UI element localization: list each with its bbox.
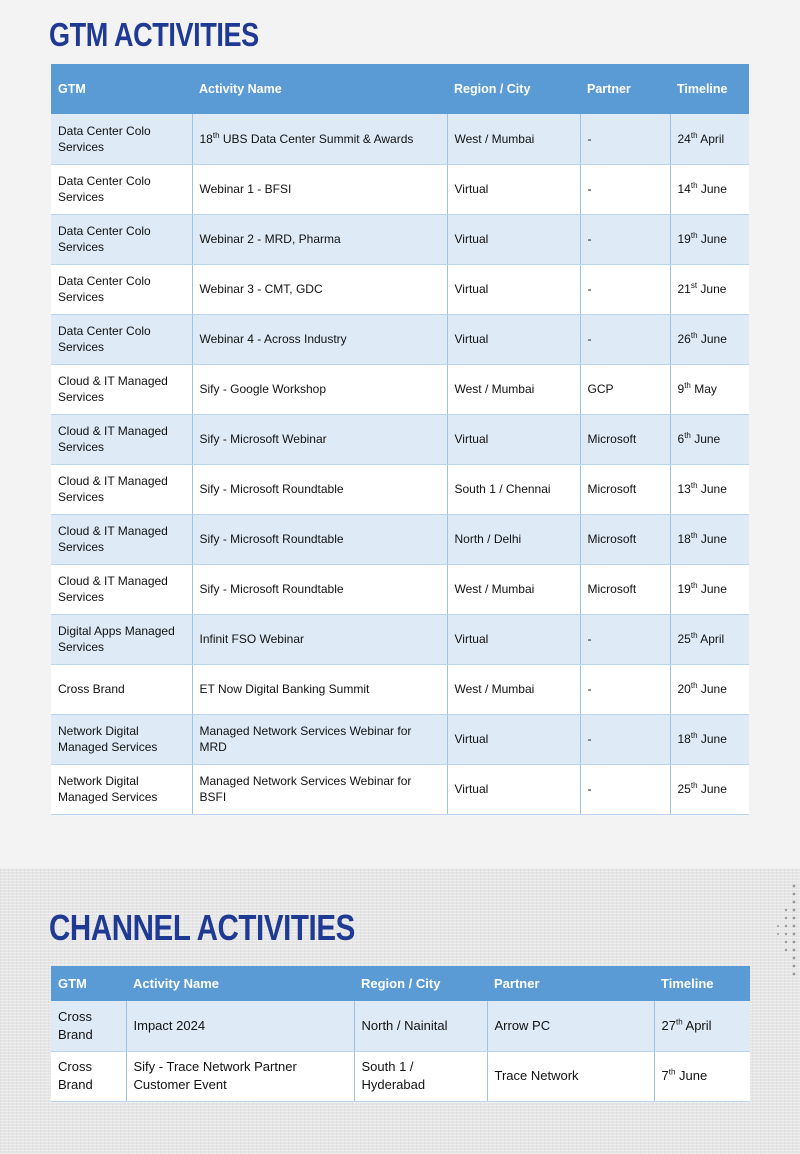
cell-activity <box>126 1051 354 1101</box>
cell-timeline <box>670 664 749 714</box>
timeline-ordinal: th <box>675 1017 683 1027</box>
timeline-month: April <box>697 131 725 146</box>
cell-timeline <box>670 214 749 264</box>
timeline-ordinal: th <box>668 1067 676 1077</box>
timeline-ordinal: th <box>684 431 691 440</box>
timeline-ordinal: th <box>690 181 698 190</box>
table-row <box>51 514 749 564</box>
cell-activity <box>192 114 447 164</box>
cell-gtm: Data Center Colo Services <box>51 164 192 214</box>
cell-region: Virtual <box>447 714 580 764</box>
timeline-day: 20 <box>677 682 691 696</box>
cell-partner: - <box>580 114 670 164</box>
cell-timeline <box>670 564 749 614</box>
table-header-row <box>51 966 750 1001</box>
cell-timeline <box>670 114 749 164</box>
cell-activity <box>192 514 447 564</box>
cell-partner: - <box>580 164 670 214</box>
timeline-ordinal: th <box>690 681 698 690</box>
cell-partner: - <box>580 214 670 264</box>
table-row <box>51 714 749 764</box>
cell-region: Virtual <box>447 164 580 214</box>
table-row <box>51 564 749 614</box>
cell-gtm: Cross Brand <box>51 1051 126 1101</box>
activity-number: 18 <box>199 131 213 146</box>
timeline-day: 9 <box>677 382 685 396</box>
cell-timeline <box>654 1001 750 1051</box>
table-row <box>51 114 749 164</box>
col-header-activity: Activity Name <box>192 64 447 114</box>
timeline-month: June <box>697 532 727 546</box>
cell-gtm: Data Center Colo Services <box>51 314 192 364</box>
cell-timeline <box>654 1051 750 1101</box>
cell-partner: - <box>580 764 670 814</box>
cell-region: Virtual <box>447 414 580 464</box>
col-header-region: Region / City <box>354 966 487 1001</box>
activity-name: Managed Network Services Webinar for BSFI <box>199 774 412 804</box>
cell-partner: Trace Network <box>487 1051 654 1101</box>
cell-gtm: Cloud & IT Managed Services <box>51 464 192 514</box>
cell-activity <box>192 664 447 714</box>
timeline-month: April <box>682 1017 712 1033</box>
activity-name: Sify - Microsoft Roundtable <box>199 532 344 546</box>
cell-gtm: Data Center Colo Services <box>51 114 192 164</box>
cell-activity <box>192 214 447 264</box>
cell-gtm: Cloud & IT Managed Services <box>51 514 192 564</box>
table-row <box>51 264 749 314</box>
cell-region: Virtual <box>447 214 580 264</box>
table-row <box>51 1001 750 1051</box>
timeline-day: 27 <box>661 1017 676 1033</box>
cell-partner: - <box>580 664 670 714</box>
activity-name: Webinar 3 - CMT, GDC <box>199 282 323 296</box>
col-header-timeline: Timeline <box>670 64 749 114</box>
cell-gtm: Cloud & IT Managed Services <box>51 364 192 414</box>
cell-gtm: Digital Apps Managed Services <box>51 614 192 664</box>
cell-activity <box>126 1001 354 1051</box>
cell-gtm: Cloud & IT Managed Services <box>51 564 192 614</box>
cell-activity <box>192 564 447 614</box>
activity-name: Infinit FSO Webinar <box>199 632 304 646</box>
cell-partner: Microsoft <box>580 464 670 514</box>
timeline-day: 24 <box>677 131 691 146</box>
col-header-gtm: GTM <box>51 966 126 1001</box>
timeline-month: May <box>690 382 717 396</box>
table-row <box>51 764 749 814</box>
timeline-ordinal: th <box>690 781 698 790</box>
timeline-month: June <box>697 582 727 596</box>
cell-activity <box>192 314 447 364</box>
col-header-partner: Partner <box>487 966 654 1001</box>
cell-timeline <box>670 264 749 314</box>
table-row <box>51 414 749 464</box>
activity-name: Sify - Google Workshop <box>199 382 326 396</box>
cell-partner: - <box>580 614 670 664</box>
cell-activity <box>192 414 447 464</box>
cell-region: West / Mumbai <box>447 664 580 714</box>
cell-activity <box>192 364 447 414</box>
timeline-day: 26 <box>677 332 691 346</box>
gtm-activities-table <box>51 64 749 815</box>
cell-region: South 1 / Chennai <box>447 464 580 514</box>
timeline-day: 21 <box>677 282 691 296</box>
cell-gtm: Cross Brand <box>51 664 192 714</box>
timeline-ordinal: th <box>690 130 698 140</box>
table-row <box>51 164 749 214</box>
table-row <box>51 614 749 664</box>
cell-timeline <box>670 464 749 514</box>
activity-name: Webinar 2 - MRD, Pharma <box>199 232 341 246</box>
activity-name: ET Now Digital Banking Summit <box>199 682 370 696</box>
channel-activities-table <box>51 966 750 1102</box>
cell-activity <box>192 614 447 664</box>
col-header-region: Region / City <box>447 64 580 114</box>
cell-activity <box>192 464 447 514</box>
timeline-day: 18 <box>677 532 691 546</box>
cell-region: Virtual <box>447 264 580 314</box>
col-header-timeline: Timeline <box>654 966 750 1001</box>
cell-timeline <box>670 414 749 464</box>
activity-name: Impact 2024 <box>133 1017 206 1033</box>
cell-partner: Arrow PC <box>487 1001 654 1051</box>
timeline-month: June <box>697 282 727 296</box>
table-row <box>51 364 749 414</box>
gtm-activities-title: GTM ACTIVITIES <box>49 16 259 53</box>
timeline-month: June <box>697 682 727 696</box>
timeline-day: 7 <box>661 1068 669 1083</box>
cell-activity <box>192 164 447 214</box>
timeline-day: 19 <box>677 582 691 596</box>
cell-partner: Microsoft <box>580 414 670 464</box>
timeline-month: June <box>697 782 727 796</box>
activity-name: Sify - Microsoft Roundtable <box>199 582 344 596</box>
cell-region: West / Mumbai <box>447 114 580 164</box>
cell-gtm: Data Center Colo Services <box>51 264 192 314</box>
timeline-ordinal: th <box>690 581 698 590</box>
cell-timeline <box>670 714 749 764</box>
cell-partner: - <box>580 314 670 364</box>
cell-region: Virtual <box>447 314 580 364</box>
timeline-ordinal: th <box>690 231 698 240</box>
cell-region: West / Mumbai <box>447 564 580 614</box>
timeline-day: 14 <box>677 182 691 196</box>
timeline-day: 25 <box>677 782 691 796</box>
table-row <box>51 664 749 714</box>
timeline-month: June <box>697 732 727 746</box>
cell-activity <box>192 264 447 314</box>
timeline-ordinal: st <box>690 281 698 290</box>
cell-region: West / Mumbai <box>447 364 580 414</box>
cell-region: Virtual <box>447 614 580 664</box>
cell-region: North / Nainital <box>354 1001 487 1051</box>
cell-partner: GCP <box>580 364 670 414</box>
timeline-day: 19 <box>677 232 691 246</box>
timeline-month: April <box>697 632 725 646</box>
cell-gtm: Cross Brand <box>51 1001 126 1051</box>
cell-gtm: Network Digital Managed Services <box>51 714 192 764</box>
timeline-ordinal: th <box>690 481 698 490</box>
cell-partner: Microsoft <box>580 564 670 614</box>
cell-gtm: Data Center Colo Services <box>51 214 192 264</box>
activity-name: Webinar 1 - BFSI <box>199 182 292 196</box>
table-header-row <box>51 64 749 114</box>
cell-timeline <box>670 164 749 214</box>
cell-partner: - <box>580 714 670 764</box>
cell-gtm: Network Digital Managed Services <box>51 764 192 814</box>
timeline-month: June <box>697 332 727 346</box>
timeline-ordinal: th <box>690 331 698 340</box>
table-row <box>51 1051 750 1101</box>
col-header-activity: Activity Name <box>126 966 354 1001</box>
timeline-month: June <box>675 1068 708 1083</box>
cell-partner: - <box>580 264 670 314</box>
cell-timeline <box>670 314 749 364</box>
cell-gtm: Cloud & IT Managed Services <box>51 414 192 464</box>
timeline-ordinal: th <box>684 381 691 390</box>
cell-timeline <box>670 364 749 414</box>
cell-activity <box>192 714 447 764</box>
timeline-day: 13 <box>677 482 691 496</box>
cell-timeline <box>670 514 749 564</box>
cell-activity <box>192 764 447 814</box>
col-header-gtm: GTM <box>51 64 192 114</box>
activity-name: Sify - Microsoft Webinar <box>199 432 327 446</box>
channel-activities-title: CHANNEL ACTIVITIES <box>49 907 355 948</box>
cell-timeline <box>670 764 749 814</box>
table-row <box>51 464 749 514</box>
cell-timeline <box>670 614 749 664</box>
table-row <box>51 314 749 364</box>
activity-name: Webinar 4 - Across Industry <box>199 332 347 346</box>
timeline-month: June <box>690 432 721 446</box>
timeline-month: June <box>697 182 727 196</box>
timeline-ordinal: th <box>690 731 698 740</box>
activity-name: UBS Data Center Summit & Awards <box>219 131 414 146</box>
activity-name: Managed Network Services Webinar for MRD <box>199 724 412 754</box>
timeline-day: 6 <box>677 432 685 446</box>
cell-region: South 1 / Hyderabad <box>354 1051 487 1101</box>
timeline-day: 25 <box>677 632 691 646</box>
timeline-ordinal: th <box>690 531 698 540</box>
decorative-dot-pattern <box>768 880 800 990</box>
activity-ordinal: th <box>212 130 220 140</box>
activity-name: Sify - Trace Network Partner Customer Event <box>133 1059 297 1092</box>
timeline-ordinal: th <box>690 631 698 640</box>
table-row <box>51 214 749 264</box>
cell-region: North / Delhi <box>447 514 580 564</box>
col-header-partner: Partner <box>580 64 670 114</box>
timeline-month: June <box>697 482 727 496</box>
cell-partner: Microsoft <box>580 514 670 564</box>
cell-region: Virtual <box>447 764 580 814</box>
timeline-month: June <box>697 232 727 246</box>
activity-name: Sify - Microsoft Roundtable <box>199 482 344 496</box>
timeline-day: 18 <box>677 732 691 746</box>
